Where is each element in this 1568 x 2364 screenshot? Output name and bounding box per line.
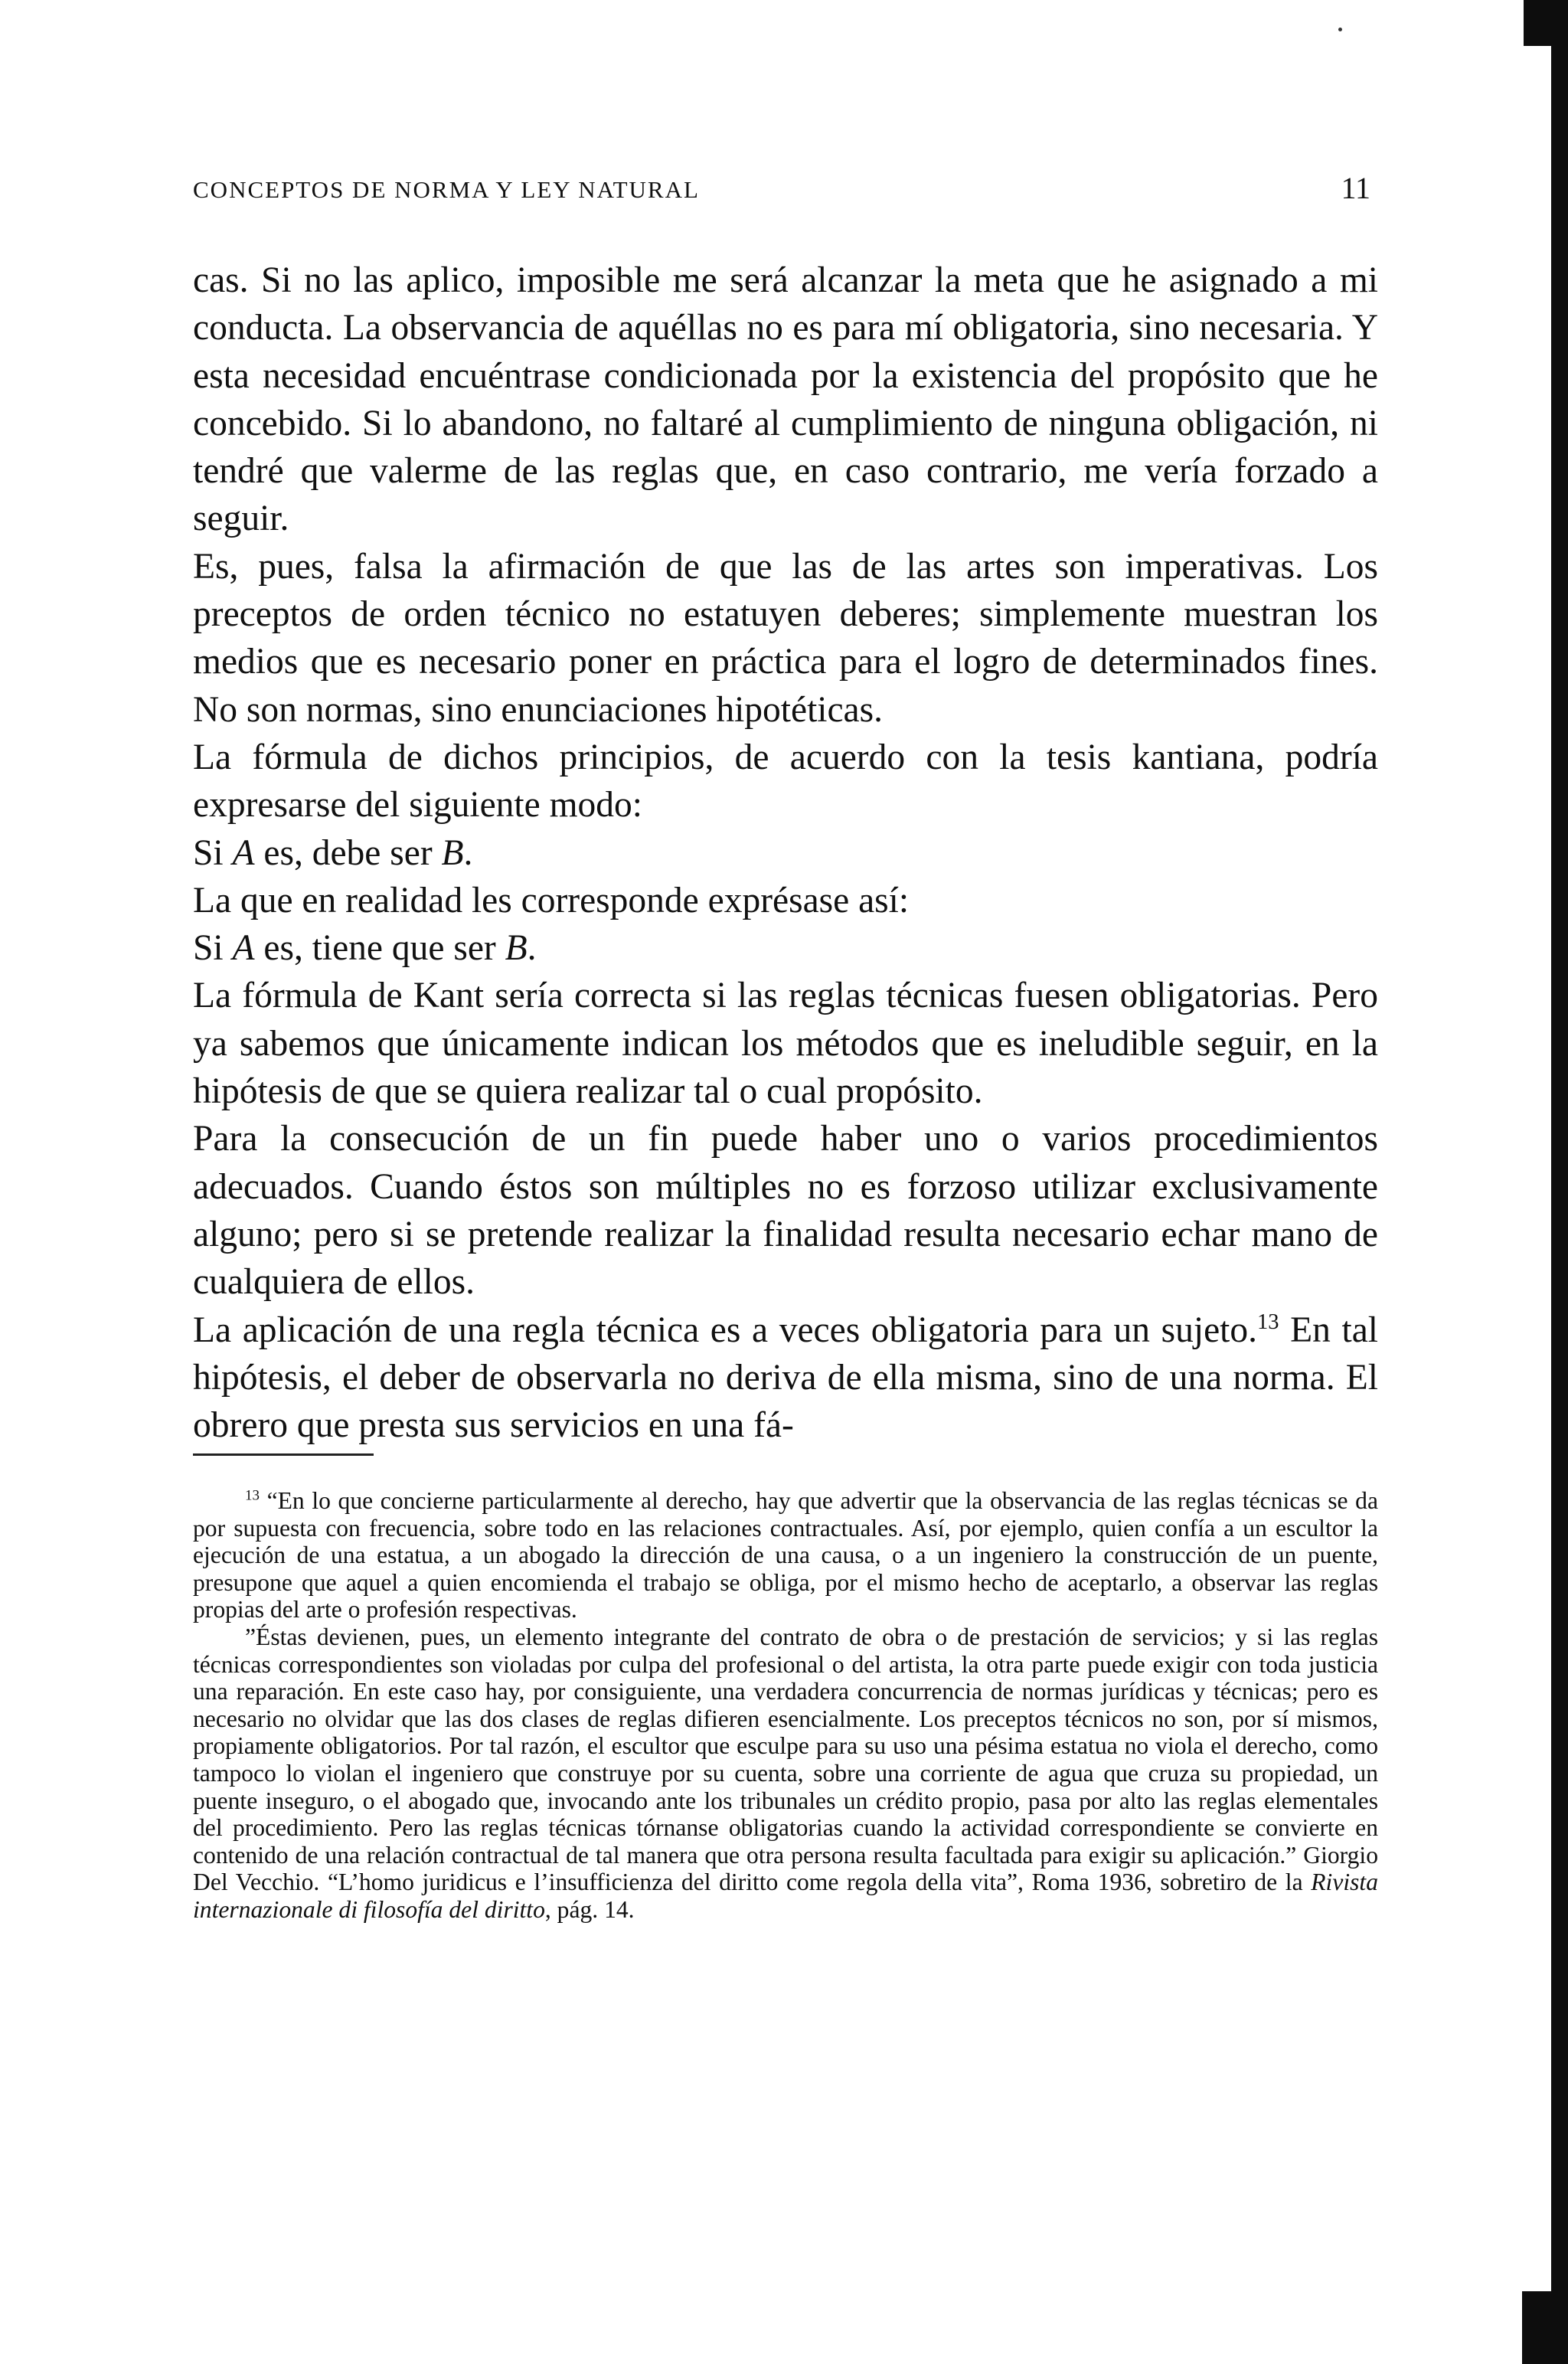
- scan-edge: [1551, 0, 1568, 2364]
- paragraph: La fórmula de dichos principios, de acuerdo con la tesis kantiana, podría expresarse del siguiente modo:: [193, 737, 1378, 826]
- scan-edge-top: [1524, 0, 1568, 46]
- scan-speck: [1338, 28, 1342, 31]
- running-head: CONCEPTOS DE NORMA Y LEY NATURAL: [193, 176, 700, 203]
- footnote-13: $^{13}$ “En lo que concierne particularmente al derecho, hay que advertir que la observancia de las reglas técnicas se da por supuesta con frecuencia, sobre todo en las relaciones contractuales. Así, por ejemplo, quien confía a un escultor la ejecución de una estatua, a un abogado la dirección de una causa, o a un ingeniero la construcción de un puente, presupone que aquel a quien encomienda el trabajo se obliga, por el mismo hecho de aceptarlo, a observar las reglas propias del arte o profesión respectivas.: [193, 1487, 1378, 1623]
- page-header: [193, 170, 1387, 216]
- paragraph: La aplicación de una regla técnica es a veces obligatoria para un sujeto.$^{13}$ En tal hipótesis, el deber de observarla no deriva de ella misma, sino de una norma. El obrero que presta sus servicios en una fá-: [193, 1310, 1378, 1446]
- formula: Si A es, tiene que ser B.: [193, 928, 537, 969]
- paragraph: Para la consecución de un fin puede haber uno o varios procedimientos adecuados. Cuando éstos son múltiples no es forzoso utilizar exclusivamente alguno; pero si se pretende realizar la finalidad resulta necesario echar mano de cualquiera de ellos.: [193, 1119, 1378, 1303]
- paragraph: Es, pues, falsa la afirmación de que las de las artes son imperativas. Los preceptos de orden técnico no estatuyen deberes; simplemente muestran los medios que es necesario poner en práctica para el logro de determinados fines. No son normas, sino enunciaciones hipotéticas.: [193, 546, 1378, 730]
- paragraph: La fórmula de Kant sería correcta si las reglas técnicas fuesen obligatorias. Pero ya sabemos que únicamente indican los métodos que es ineludible seguir, en la hipótesis de que se quiera realizar tal o cual propósito.: [193, 976, 1378, 1112]
- body-text: [193, 257, 1378, 1449]
- footnote-rule: [193, 1453, 374, 1456]
- footnote-13-cont: ”Éstas devienen, pues, un elemento integrante del contrato de obra o de prestación de servicios; y si las reglas técnicas correspondientes son violadas por culpa del profesional o del artista, la otra parte puede exigir con toda justicia una reparación. En este caso hay, por consiguiente, una verdadera concurrencia de normas jurídicas y técnicas; pero es necesario no olvidar que las dos clases de reglas difieren esencialmente. Los preceptos técnicos no son, por sí mismos, propiamente obligatorios. Por tal razón, el escultor que esculpe para su uso una pésima estatua no viola el derecho, como tampoco lo violan el ingeniero que construye por su cuenta, sobre una corriente de agua que cruza su propiedad, un puente inseguro, o el abogado que, invocando ante los tribunales un crédito propio, pasa por alto las reglas elementales del procedimiento. Pero las reglas técnicas tórnanse obligatorias cuando la actividad correspondiente se convierte en contenido de una relación contractual de tal manera que otra persona resulta facultada para exigir su aplicación.” Giorgio Del Vecchio. “L’homo juridicus e l’insufficienza del diritto come regola della vita”, Roma 1936, sobretiro de la Rivista internazionale di filosofía del diritto, pág. 14.: [193, 1623, 1378, 1923]
- page-number: 11: [1341, 171, 1370, 205]
- footnote-marker: 13: [245, 1487, 260, 1504]
- footnote-ref[interactable]: 13: [1257, 1310, 1279, 1334]
- paragraph: La que en realidad les corresponde exprésase así:: [193, 880, 910, 920]
- paragraph: cas. Si no las aplico, imposible me será alcanzar la meta que he asignado a mi conducta. La observancia de aquéllas no es para mí obligatoria, sino necesaria. Y esta necesidad encuéntrase condicionada por la existencia del propósito que he concebido. Si lo abandono, no faltaré al cumplimiento de ninguna obligación, ni tendré que valerme de las reglas que, en caso contrario, me vería forzado a seguir.: [193, 260, 1378, 539]
- scan-edge-bottom: [1522, 2291, 1568, 2364]
- footnotes: [193, 1487, 1378, 1924]
- formula: Si A es, debe ser B.: [193, 832, 473, 873]
